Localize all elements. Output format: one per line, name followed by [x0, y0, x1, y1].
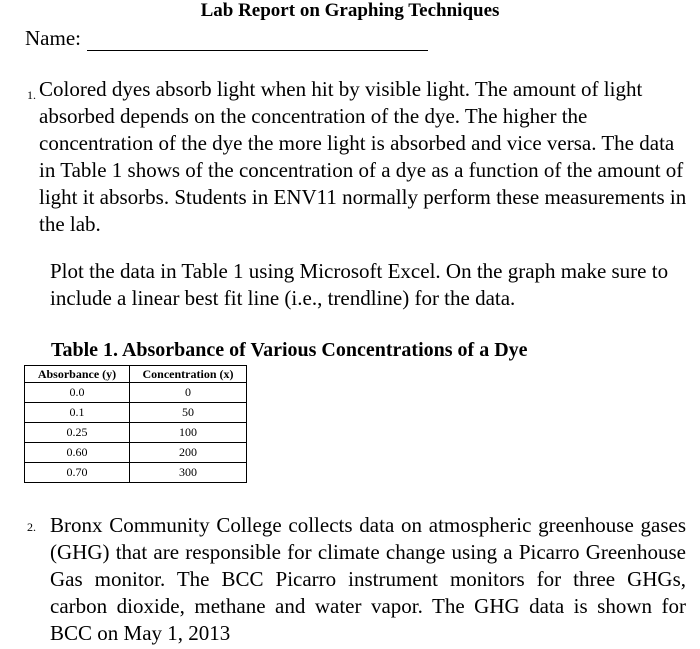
name-blank-line: [87, 28, 428, 51]
question-1-instruction: Plot the data in Table 1 using Microsoft Excel. On the graph make sure to include a linear best fit line (i.e., trendline) for the data.: [50, 259, 669, 310]
table-row: [25, 383, 247, 403]
document-title: Lab Report on Graphing Techniques: [200, 0, 500, 21]
absorbance-cell: 0.60: [25, 443, 130, 463]
question-1-text: [39, 76, 689, 238]
table-header-row: [25, 366, 247, 383]
absorbance-cell: 0.70: [25, 463, 130, 483]
column-header-concentration: Concentration (x): [130, 366, 247, 383]
absorbance-cell: 0.1: [25, 403, 130, 423]
name-field-row: [25, 25, 428, 51]
concentration-cell: 300: [130, 463, 247, 483]
table-row: [25, 443, 247, 463]
question-1-number: 1.: [27, 88, 36, 102]
question-2-text: Bronx Community College collects data on atmospheric greenhouse gases (GHG) that are responsible for climate change using a Picarro Greenhouse Gas monitor. The BCC Picarro instrument monitors for three GHGs, carbon dioxide, methane and water vapor. The GHG data is shown for BCC on May 1, 2013: [50, 513, 686, 645]
concentration-cell: 0: [130, 383, 247, 403]
concentration-cell: 200: [130, 443, 247, 463]
concentration-cell: 100: [130, 423, 247, 443]
absorbance-cell: 0.0: [25, 383, 130, 403]
absorbance-cell: 0.25: [25, 423, 130, 443]
table-row: [25, 463, 247, 483]
table-row: [25, 423, 247, 443]
concentration-cell: 50: [130, 403, 247, 423]
name-label: Name:: [25, 26, 81, 50]
absorbance-table: [24, 365, 247, 483]
question-1-body: Colored dyes absorb light when hit by visible light. The amount of light absorbed depends on the concentration of the dye. The higher the concentration of the dye the more light is absorbed and vice versa. The data in Table 1 shows of the concentration of a dye as a function of the amount of light it absorbs. Students in ENV11 normally perform these measurements in the lab.: [39, 77, 687, 236]
table-1-caption: Table 1. Absorbance of Various Concentrations of a Dye: [51, 339, 528, 361]
question-2-number: 2.: [27, 520, 36, 534]
column-header-absorbance: Absorbance (y): [25, 366, 130, 383]
table-row: [25, 403, 247, 423]
